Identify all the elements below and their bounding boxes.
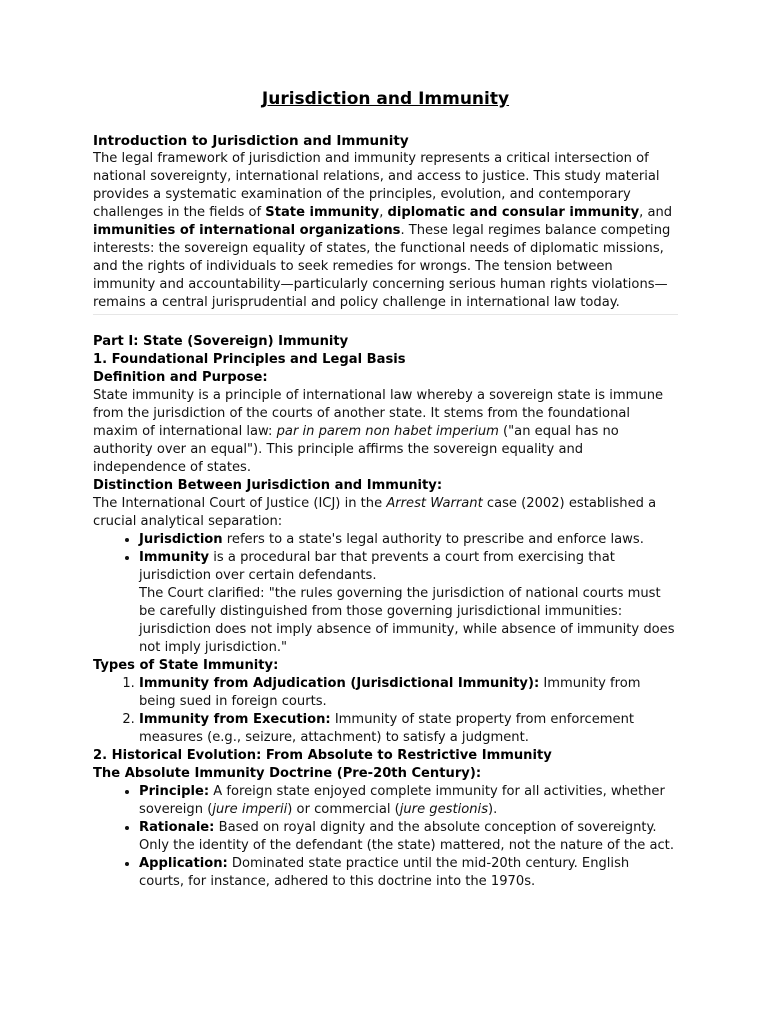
types-list [93,675,678,747]
intro-heading: Introduction to Jurisdiction and Immunity [93,133,409,149]
list-item-term: Immunity from Execution: [139,712,331,727]
list-item-text: is a procedural bar that prevents a court from exercising that jurisdiction over certain defendants. [139,550,615,583]
distinction-heading: Distinction Between Jurisdiction and Immunity: [93,478,443,493]
list-item [139,549,678,657]
list-item-text: ) or commercial ( [287,802,400,817]
list-item [139,819,678,855]
section1-heading: 1. Foundational Principles and Legal Basis [93,352,406,367]
list-item [139,783,678,819]
latin-term: jure imperii [212,802,288,817]
list-item-text: Immunity of state property from enforcement measures (e.g., seizure, attachment) to satisfy a judgment. [139,712,634,745]
intro-bold-organizations: immunities of international organizations [93,223,401,238]
court-quote: The Court clarified: "the rules governing the jurisdiction of national courts must be carefully distinguished from those governing jurisdictional immunities: jurisdiction does not imply absence of immunity, while absence of immunity does not imply jurisdiction." [139,586,675,655]
distinction-case-name: Arrest Warrant [386,496,483,511]
intro-text-comma-2: , and [639,205,673,220]
list-item [139,531,678,549]
latin-term: jure gestionis [399,802,489,817]
list-item-text: Based on royal dignity and the absolute conception of sovereignty. Only the identity of the defendant (the state) mattered, not the nature of the act. [139,820,674,853]
list-item-term: Immunity from Adjudication (Jurisdictional Immunity): [139,676,540,691]
document-title: Jurisdiction and Immunity [261,89,510,109]
definition-maxim: par in parem non habet imperium [276,424,499,439]
list-item-term: Immunity [139,550,210,565]
definition-text-1: State immunity is a principle of international law whereby a sovereign state is immune from the jurisdiction of the courts of another state. It stems from the foundational maxim of international law: [93,388,664,439]
section2-heading: 2. Historical Evolution: From Absolute to Restrictive Immunity [93,748,552,763]
intro-text-1: The legal framework of jurisdiction and immunity represents a critical intersection of national sovereignty, international relations, and access to justice. This study material provides a systematic examination of the principles, evolution, and contemporary challenges in the fields of [93,151,660,220]
intro-text-comma-1: , [379,205,388,220]
definition-heading: Definition and Purpose: [93,370,268,385]
absolute-doctrine-heading: The Absolute Immunity Doctrine (Pre-20th Century): [93,766,482,781]
list-item-text: refers to a state's legal authority to prescribe and enforce laws. [222,532,644,547]
list-item [139,675,678,711]
list-item-text: ). [488,802,498,817]
distinction-list [93,531,678,657]
distinction-paragraph [93,495,678,531]
distinction-text-2: case (2002) established a crucial analytical separation: [93,496,657,529]
list-item [139,855,678,891]
list-item-term: Application: [139,856,228,871]
list-item [139,711,678,747]
part1-heading: Part I: State (Sovereign) Immunity [93,334,349,349]
distinction-text-1: The International Court of Justice (ICJ) in the [93,496,387,511]
document-body [93,88,678,891]
list-item-term: Jurisdiction [139,532,223,547]
absolute-doctrine-list [93,783,678,891]
section-divider [93,314,678,315]
definition-text-2: ("an equal has no authority over an equal"). This principle affirms the sovereign equality and independence of states. [93,424,619,475]
intro-bold-diplomatic: diplomatic and consular immunity [387,205,640,220]
list-item-term: Rationale: [139,820,215,835]
types-heading: Types of State Immunity: [93,658,279,673]
list-item-term: Principle: [139,784,210,799]
list-item-text: Dominated state practice until the mid-20th century. English courts, for instance, adhered to this doctrine into the 1970s. [139,856,630,889]
list-item-text: A foreign state enjoyed complete immunity for all activities, whether sovereign ( [139,784,665,817]
definition-paragraph [93,387,678,477]
intro-paragraph [93,150,678,312]
list-item-text: Immunity from being sued in foreign courts. [139,676,641,709]
intro-text-2: . These legal regimes balance competing interests: the sovereign equality of states, the functional needs of diplomatic missions, and the rights of individuals to seek remedies for wrongs. The tension between immunity and accountability—particularly concerning serious human rights violations—remains a central jurisprudential and policy challenge in international law today. [93,223,671,310]
intro-bold-state-immunity: State immunity [265,205,380,220]
